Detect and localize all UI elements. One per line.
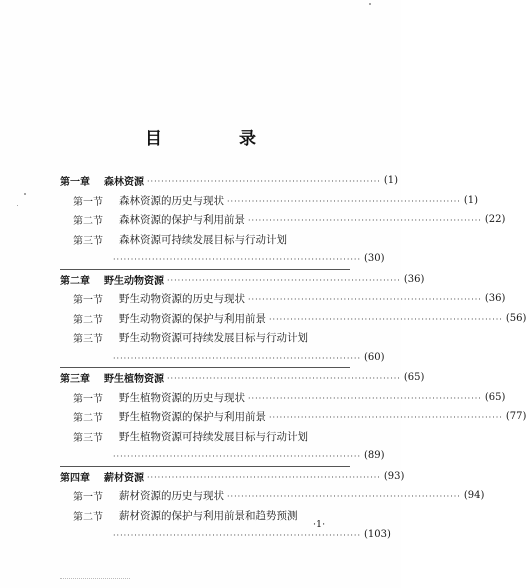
toc-chapter-3[interactable] xyxy=(60,368,425,388)
section-title: 薪材资源的历史与现状 xyxy=(119,490,224,503)
page-number: (89) xyxy=(364,450,385,462)
chapter-number: 第三章 xyxy=(60,374,90,386)
page-number: (22) xyxy=(484,214,506,226)
toc-section-2-3-page-line xyxy=(60,348,385,368)
section-title: 森林资源的保护与利用前景 xyxy=(119,214,245,227)
toc-section-4-2[interactable] xyxy=(60,506,350,526)
section-title: 野生植物资源的保护与利用前景 xyxy=(119,411,266,424)
toc-section-1-2[interactable] xyxy=(60,210,506,230)
page-number: (1) xyxy=(463,194,479,206)
chapter-title: 野生植物资源 xyxy=(104,374,164,386)
dot-leader: ·································································· xyxy=(147,472,381,482)
toc-section-3-3-page-line xyxy=(60,446,385,466)
page-footer-number: ·1· xyxy=(313,519,326,530)
chapter-number: 第二章 xyxy=(60,275,90,287)
section-title: 野生动物资源的历史与现状 xyxy=(119,293,245,306)
toc-chapter-4[interactable] xyxy=(60,467,405,487)
page-number: (103) xyxy=(364,529,391,541)
page-number: (65) xyxy=(403,372,425,384)
page-number: (1) xyxy=(383,175,399,187)
print-speck xyxy=(17,205,18,206)
toc-section-1-3[interactable] xyxy=(60,230,350,250)
toc-section-2-3[interactable] xyxy=(60,328,350,348)
dot-leader: ·································································· xyxy=(167,275,401,285)
section-number: 第三节 xyxy=(73,432,103,444)
page-number: (65) xyxy=(484,391,506,403)
toc-section-3-1[interactable] xyxy=(60,388,506,408)
dot-leader: ······································································ xyxy=(113,531,362,541)
toc-section-1-3-page-line xyxy=(60,249,385,269)
dot-leader: ·································································· xyxy=(248,295,482,305)
toc-section-3-2[interactable] xyxy=(60,407,526,427)
section-number: 第二节 xyxy=(73,216,103,228)
section-number: 第二节 xyxy=(73,314,103,326)
toc-chapter-1[interactable] xyxy=(60,171,399,191)
section-number: 第二节 xyxy=(73,413,103,425)
page-number: (36) xyxy=(403,273,425,285)
section-number: 第一节 xyxy=(73,393,103,405)
dot-leader: ·································································· xyxy=(167,374,401,384)
dot-leader: ·································································· xyxy=(227,492,461,502)
chapter-title: 森林资源 xyxy=(104,177,144,189)
section-number: 第一节 xyxy=(73,196,103,208)
toc-section-2-2[interactable] xyxy=(60,309,526,329)
section-title: 薪材资源的保护与利用前景和趋势预测 xyxy=(119,509,298,522)
section-title: 森林资源可持续发展目标与行动计划 xyxy=(119,233,287,246)
toc-section-3-3[interactable] xyxy=(60,427,350,447)
page-number: (30) xyxy=(364,253,385,265)
chapter-title: 薪材资源 xyxy=(104,472,144,484)
table-of-contents xyxy=(60,171,526,545)
page-number: (56) xyxy=(505,312,526,324)
chapter-number: 第一章 xyxy=(60,177,90,189)
toc-section-2-1[interactable] xyxy=(60,289,506,309)
page-number: (94) xyxy=(463,490,485,502)
print-speck xyxy=(369,3,371,5)
dot-leader: ·································································· xyxy=(147,177,381,187)
page-number: (77) xyxy=(505,411,526,423)
section-number: 第三节 xyxy=(73,334,103,346)
section-title: 森林资源的历史与现状 xyxy=(119,194,224,207)
section-title: 野生动物资源可持续发展目标与行动计划 xyxy=(119,332,308,345)
toc-title: 目 录 xyxy=(145,129,286,149)
page-number: (60) xyxy=(364,351,385,363)
section-number: 第一节 xyxy=(73,492,103,504)
chapter-title: 野生动物资源 xyxy=(104,275,164,287)
dot-leader: ······································································ xyxy=(113,255,362,265)
chapter-number: 第四章 xyxy=(60,472,90,484)
dot-leader: ·································································· xyxy=(248,216,482,226)
dot-leader: ·································································· xyxy=(227,196,461,206)
dot-leader: ·································································· xyxy=(269,413,503,423)
toc-section-1-1[interactable] xyxy=(60,191,479,211)
dot-leader: ·································································· xyxy=(248,393,482,403)
section-number: 第一节 xyxy=(73,295,103,307)
section-number: 第三节 xyxy=(73,235,103,247)
section-title: 野生植物资源可持续发展目标与行动计划 xyxy=(119,430,308,443)
section-number: 第二节 xyxy=(73,511,103,523)
toc-section-4-1[interactable] xyxy=(60,486,485,506)
print-speck xyxy=(24,193,26,195)
page-number: (93) xyxy=(383,470,405,482)
toc-chapter-2[interactable] xyxy=(60,270,425,290)
section-title: 野生植物资源的历史与现状 xyxy=(119,391,245,404)
toc-section-4-2-page-line xyxy=(60,525,391,545)
scan-artifact xyxy=(60,578,130,582)
section-title: 野生动物资源的保护与利用前景 xyxy=(119,312,266,325)
dot-leader: ······································································ xyxy=(113,353,362,363)
dot-leader: ······································································ xyxy=(113,452,362,462)
page-number: (36) xyxy=(484,293,506,305)
dot-leader: ·································································· xyxy=(269,314,503,324)
